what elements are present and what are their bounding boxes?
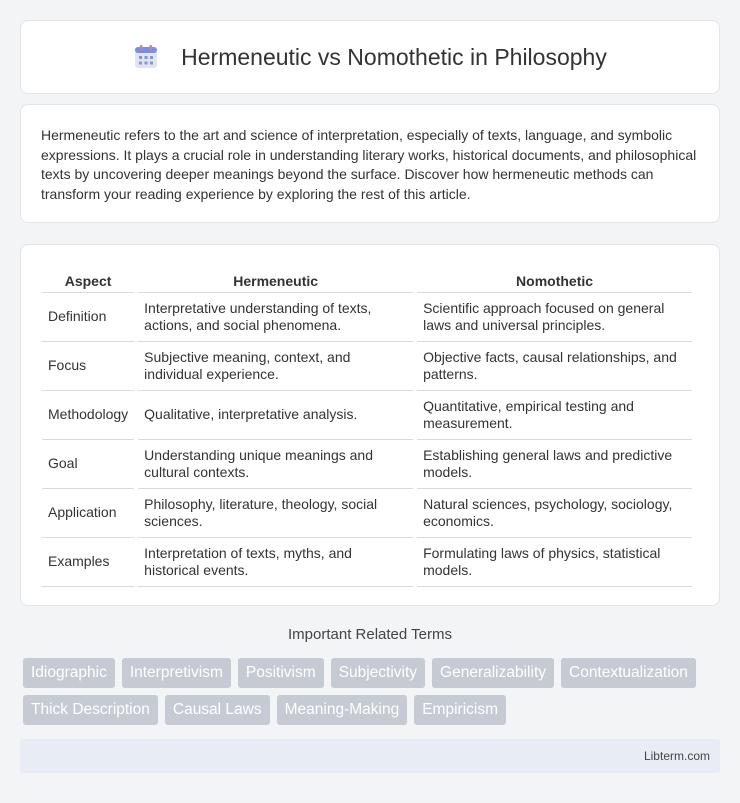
aspect-cell: Examples <box>42 538 134 587</box>
aspect-cell: Goal <box>42 440 134 489</box>
related-term-tag[interactable]: Positivism <box>238 658 324 688</box>
table-row <box>42 391 692 440</box>
related-terms-heading: Important Related Terms <box>288 626 452 643</box>
table-row <box>42 342 692 391</box>
related-term-tag[interactable]: Empiricism <box>414 695 506 725</box>
comparison-card <box>20 244 720 606</box>
comparison-table <box>38 265 696 587</box>
hermeneutic-cell: Subjective meaning, context, and individual experience. <box>138 342 413 391</box>
aspect-cell: Methodology <box>42 391 134 440</box>
nomothetic-cell: Natural sciences, psychology, sociology, economics. <box>417 489 692 538</box>
nomothetic-cell: Objective facts, causal relationships, and patterns. <box>417 342 692 391</box>
header-card <box>20 20 720 94</box>
nomothetic-cell: Quantitative, empirical testing and measurement. <box>417 391 692 440</box>
related-term-tag[interactable]: Causal Laws <box>165 695 270 725</box>
related-term-tag[interactable]: Thick Description <box>23 695 158 725</box>
table-header-row <box>42 265 692 293</box>
column-header-aspect: Aspect <box>42 265 134 293</box>
intro-card <box>20 104 720 223</box>
hermeneutic-cell: Understanding unique meanings and cultural contexts. <box>138 440 413 489</box>
related-term-tag[interactable]: Generalizability <box>432 658 554 688</box>
table-row <box>42 538 692 587</box>
footer-bar <box>20 739 720 773</box>
calendar-grid-icon <box>133 44 159 70</box>
page-title: Hermeneutic vs Nomothetic in Philosophy <box>181 43 607 70</box>
table-row <box>42 489 692 538</box>
related-term-tag[interactable]: Contextualization <box>561 658 696 688</box>
nomothetic-cell: Scientific approach focused on general laws and universal principles. <box>417 293 692 342</box>
aspect-cell: Definition <box>42 293 134 342</box>
hermeneutic-cell: Interpretative understanding of texts, actions, and social phenomena. <box>138 293 413 342</box>
table-row <box>42 293 692 342</box>
related-term-tag[interactable]: Idiographic <box>23 658 115 688</box>
aspect-cell: Application <box>42 489 134 538</box>
related-term-tag[interactable]: Subjectivity <box>331 658 425 688</box>
nomothetic-cell: Formulating laws of physics, statistical models. <box>417 538 692 587</box>
table-row <box>42 440 692 489</box>
hermeneutic-cell: Interpretation of texts, myths, and historical events. <box>138 538 413 587</box>
column-header-hermeneutic: Hermeneutic <box>138 265 413 293</box>
hermeneutic-cell: Philosophy, literature, theology, social sciences. <box>138 489 413 538</box>
related-terms-list <box>23 658 723 732</box>
related-term-tag[interactable]: Interpretivism <box>122 658 231 688</box>
hermeneutic-cell: Qualitative, interpretative analysis. <box>138 391 413 440</box>
intro-paragraph: Hermeneutic refers to the art and science of interpretation, especially of texts, language, and symbolic expressions. It plays a crucial role in understanding literary works, historical documents, and philosophical texts by uncovering deeper meanings beyond the surface. Discover how hermeneutic methods can transform your reading experience by exploring the rest of this article. <box>41 127 697 202</box>
footer-brand[interactable]: Libterm.com <box>643 749 710 763</box>
aspect-cell: Focus <box>42 342 134 391</box>
nomothetic-cell: Establishing general laws and predictive models. <box>417 440 692 489</box>
column-header-nomothetic: Nomothetic <box>417 265 692 293</box>
related-term-tag[interactable]: Meaning-Making <box>277 695 408 725</box>
